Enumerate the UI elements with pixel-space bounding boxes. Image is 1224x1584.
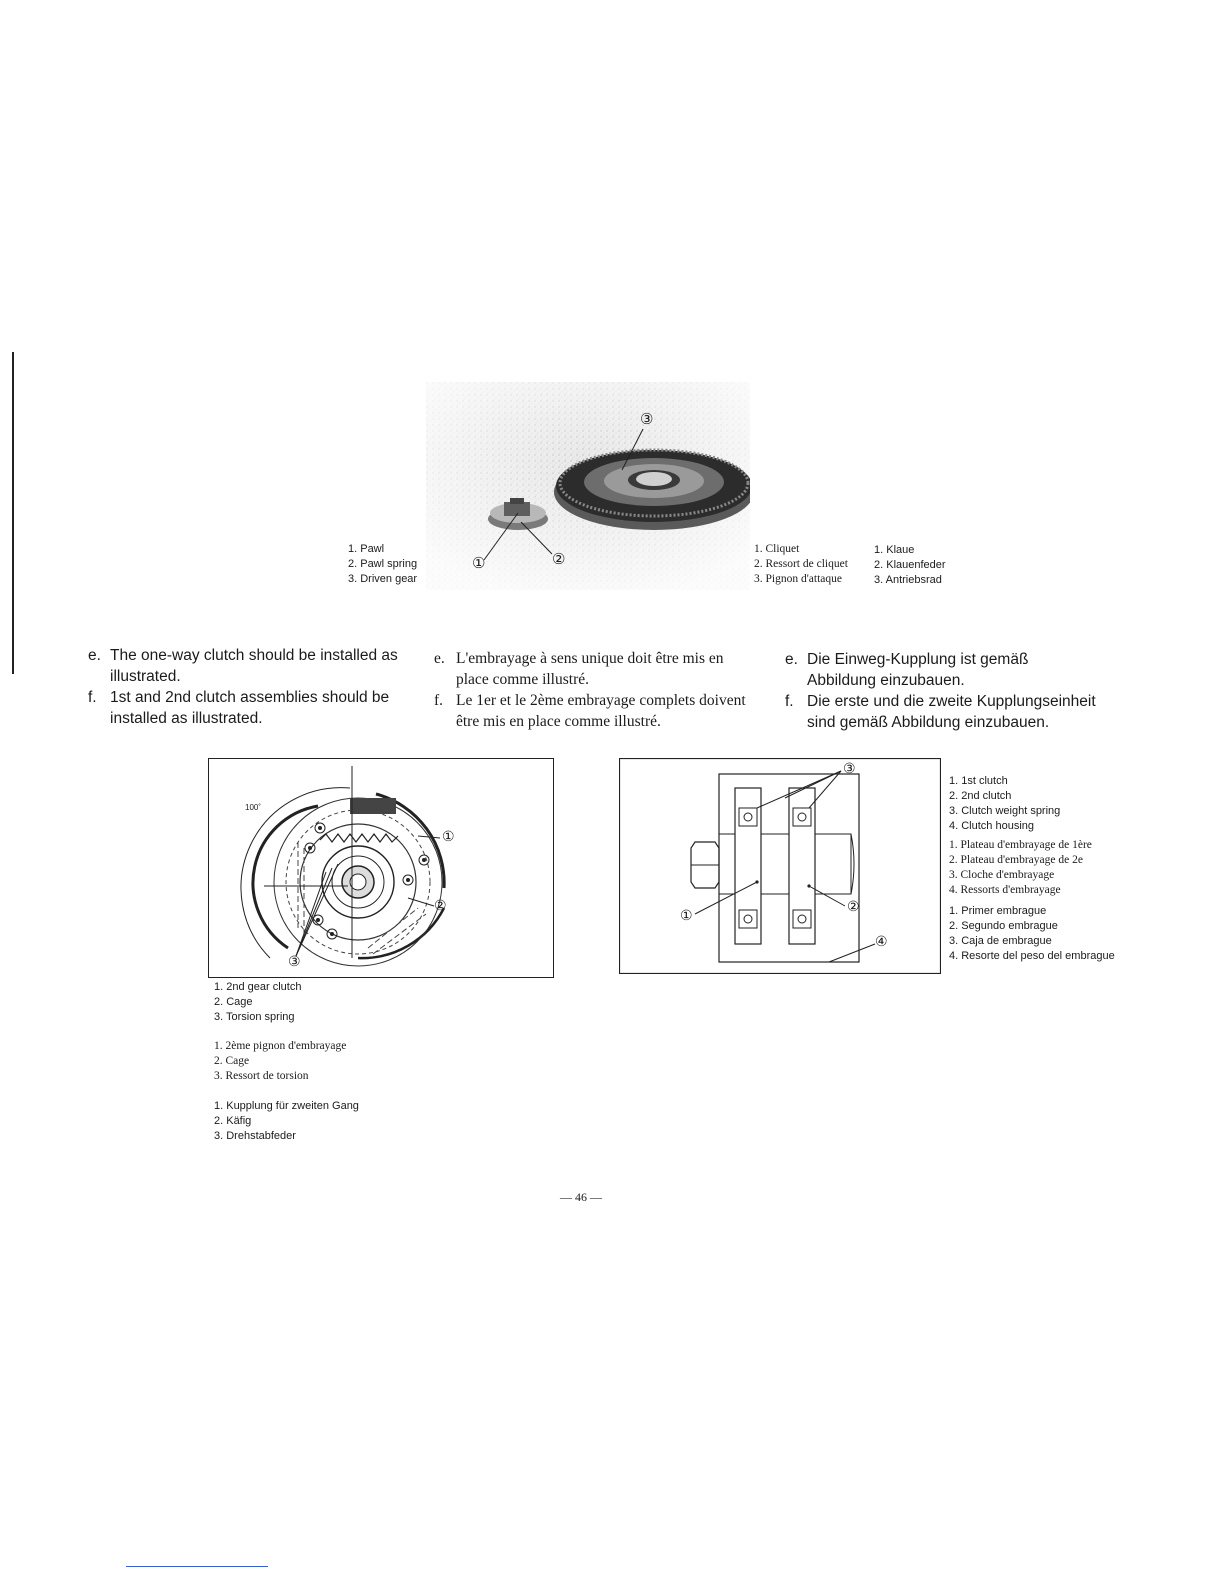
right-legend-fr	[949, 838, 1092, 898]
legend-item: 3. Torsion spring	[214, 1011, 295, 1023]
item-key: f.	[434, 692, 444, 709]
legend-item: 2. Pawl spring	[348, 558, 418, 570]
legend-item: 2. Cage	[214, 996, 253, 1008]
callout-2: ②	[434, 899, 447, 914]
instruction-f	[88, 687, 406, 729]
callout-1: ①	[442, 830, 455, 845]
legend-item: 3. Caja de embrague	[949, 935, 1052, 947]
item-text: L'embrayage à sens unique doit être mis en place comme illustré.	[456, 650, 724, 688]
instruction-f	[785, 691, 1097, 733]
callout-3: ③	[843, 762, 856, 777]
legend-item: 2. Käfig	[214, 1115, 252, 1127]
legend-item: 1. 2nd gear clutch	[214, 981, 302, 993]
callout-3: ③	[288, 955, 301, 970]
top-legend-en	[348, 542, 417, 587]
instructions-fr	[434, 648, 752, 732]
callout-3: ③	[640, 412, 654, 428]
instruction-f	[434, 690, 752, 732]
instruction-e	[785, 649, 1097, 691]
legend-item: 4. Resorte del peso del embrague	[949, 950, 1115, 962]
callout-2: ②	[847, 900, 860, 915]
item-text: Le 1er et le 2ème embrayage complets doivent être mis en place comme illustré.	[456, 692, 746, 730]
callout-1: ①	[472, 556, 486, 572]
legend-item: 1. Pawl	[348, 543, 385, 555]
left-legend-de	[214, 1099, 359, 1144]
instruction-e	[88, 645, 406, 687]
item-text: Die erste und die zweite Kupplungseinheit sind gemäß Abbildung einzubauen.	[807, 693, 1096, 731]
item-key: f.	[785, 693, 794, 710]
legend-item: 3. Pignon d'attaque	[754, 573, 842, 585]
legend-item: 2. Klauenfeder	[874, 559, 946, 571]
instructions-de	[785, 649, 1097, 733]
legend-item: 1. Kupplung für zweiten Gang	[214, 1100, 359, 1112]
item-text: 1st and 2nd clutch assemblies should be installed as illustrated.	[110, 689, 390, 727]
legend-item: 3. Antriebsrad	[874, 574, 942, 586]
item-text: The one-way clutch should be installed as illustrated.	[110, 647, 398, 685]
callout-4: ④	[875, 935, 888, 950]
instructions-en	[88, 645, 406, 729]
callout-1: ①	[680, 909, 693, 924]
legend-item: 2. Cage	[214, 1055, 250, 1067]
legend-item: 4. Clutch housing	[949, 820, 1034, 832]
margin-rule	[12, 352, 14, 674]
legend-item: 1. Cliquet	[754, 543, 800, 555]
legend-item: 2. 2nd clutch	[949, 790, 1012, 802]
item-key: f.	[88, 689, 97, 706]
one-way-clutch-diagram	[208, 758, 554, 978]
legend-item: 3. Drehstabfeder	[214, 1130, 296, 1142]
clutch-assembly-diagram	[619, 758, 941, 974]
legend-item: 3. Cloche d'embrayage	[949, 869, 1055, 881]
legend-item: 2. Ressort de cliquet	[754, 558, 848, 570]
legend-item: 1. 2ème pignon d'embrayage	[214, 1040, 347, 1052]
item-key: e.	[785, 651, 798, 668]
left-legend-fr	[214, 1039, 346, 1084]
top-legend-fr	[754, 542, 848, 587]
item-key: e.	[434, 650, 445, 667]
clutch-drawing	[208, 758, 554, 978]
instruction-e	[434, 648, 752, 690]
assembly-drawing	[619, 758, 941, 974]
top-photo-figure	[426, 382, 750, 590]
legend-item: 3. Clutch weight spring	[949, 805, 1061, 817]
right-legend-en	[949, 774, 1060, 834]
callout-2: ②	[552, 552, 566, 568]
legend-item: 3. Driven gear	[348, 573, 418, 585]
top-legend-de	[874, 543, 946, 588]
legend-item: 3. Ressort de torsion	[214, 1070, 309, 1082]
angle-label: 100˚	[245, 803, 262, 812]
footer-rule	[126, 1566, 268, 1567]
legend-item: 1. Plateau d'embrayage de 1ère	[949, 839, 1092, 851]
legend-item: 2. Plateau d'embrayage de 2e	[949, 854, 1083, 866]
item-key: e.	[88, 647, 101, 664]
left-legend-en	[214, 980, 301, 1025]
legend-item: 1. 1st clutch	[949, 775, 1008, 787]
page-number: — 46 —	[560, 1190, 602, 1204]
legend-item: 1. Primer embrague	[949, 905, 1047, 917]
legend-item: 4. Ressorts d'embrayage	[949, 884, 1061, 896]
right-legend-es	[949, 904, 1115, 964]
legend-item: 2. Segundo embrague	[949, 920, 1058, 932]
legend-item: 1. Klaue	[874, 544, 915, 556]
item-text: Die Einweg-Kupplung ist gemäß Abbildung einzubauen.	[807, 651, 1029, 689]
